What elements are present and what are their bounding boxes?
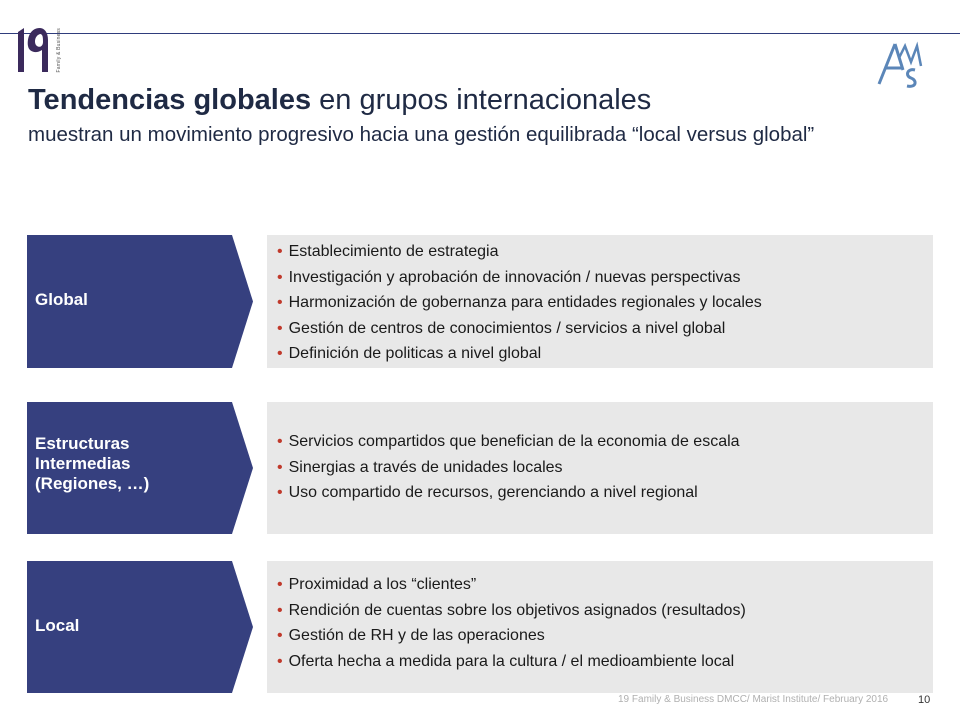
logo-caption: Family & Business — [56, 28, 62, 73]
list-item: • Servicios compartidos que benefician de la economia de escala — [277, 433, 740, 450]
bullet-panel — [267, 402, 933, 534]
list-item: • Establecimiento de estrategia — [277, 243, 499, 260]
header-rule — [0, 33, 960, 34]
list-item: • Oferta hecha a medida para la cultura / el medioambiente local — [277, 652, 735, 670]
title-bold: Tendencias globales — [28, 84, 312, 116]
page-subtitle: muestran un movimiento progresivo hacia una gestión equilibrada “local versus global” — [28, 123, 815, 146]
title-rest: en grupos internacionales — [311, 84, 652, 116]
list-item: • Gestión de RH y de las operaciones — [277, 627, 545, 644]
page-number: 10 — [918, 694, 931, 706]
family-business-logo — [14, 24, 66, 80]
bullet-panel — [267, 561, 933, 693]
bullet-list — [277, 429, 740, 506]
ams-logo — [873, 40, 927, 90]
list-item: • Sinergias a través de unidades locales — [277, 458, 563, 476]
row-local — [27, 561, 933, 693]
list-item: • Investigación y aprobación de innovación / nuevas perspectivas — [277, 268, 741, 286]
list-item: • Harmonización de gobernanza para entidades regionales y locales — [277, 294, 762, 311]
chevron-label: Local — [35, 616, 80, 635]
row-global — [27, 235, 933, 368]
list-item: • Definición de politicas a nivel global — [277, 345, 542, 362]
page-title — [28, 84, 651, 117]
bullet-panel — [267, 235, 933, 368]
list-item: • Uso compartido de recursos, gerenciando a nivel regional — [277, 484, 698, 501]
bullet-list — [277, 239, 762, 367]
bullet-list — [277, 572, 746, 674]
list-item: • Rendición de cuentas sobre los objetivos asignados (resultados) — [277, 601, 746, 619]
list-item: • Gestión de centros de conocimientos / servicios a nivel global — [277, 319, 726, 337]
chevron-label: Estructuras Intermedias (Regiones, …) — [35, 434, 150, 493]
chevron-label: Global — [35, 290, 88, 309]
list-item: • Proximidad a los “clientes” — [277, 576, 477, 593]
footer-text: 19 Family & Business DMCC/ Marist Institute/ February 2016 — [618, 694, 889, 705]
row-intermedias — [27, 402, 933, 534]
